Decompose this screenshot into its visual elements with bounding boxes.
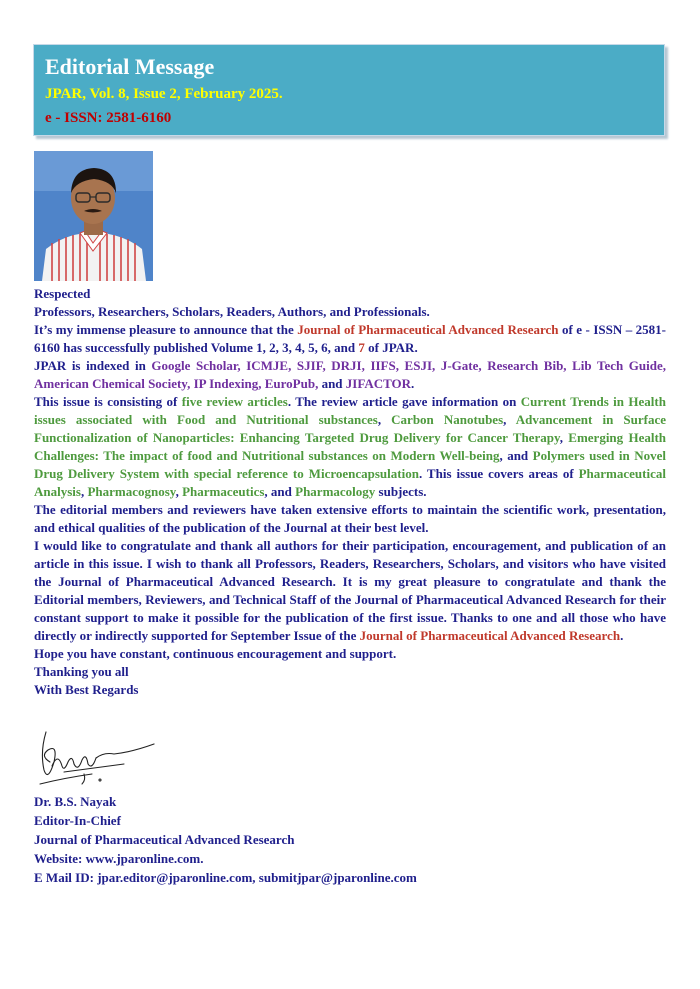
text-span: , — [175, 484, 183, 499]
email-contact: E Mail ID: jpar.editor@jparonline.com, submitjpar@jparonline.com — [34, 870, 417, 885]
issn-info: e - ISSN: 2581-6160 — [45, 110, 172, 126]
text-span: It’s my immense pleasure to announce that the — [34, 322, 298, 337]
paragraph-thanks — [34, 537, 666, 645]
journal-name: Journal of Pharmaceutical Advanced Research — [359, 628, 621, 643]
subject-area: Pharmaceutical Analysis — [34, 466, 666, 499]
editor-signature-block — [34, 792, 666, 887]
article-topic: Advancement in Surface Functionalization of Nanoparticles: Enhancing Targeted Drug Delivery for Cancer Therapy — [34, 412, 667, 445]
paragraph-announcement — [34, 321, 666, 357]
text-span: , and — [499, 448, 533, 463]
text-span: , — [503, 412, 516, 427]
subject-area: Pharmacology — [295, 484, 376, 499]
index-list-last: JIFACTOR — [345, 376, 412, 391]
editor-role: Editor-In-Chief — [34, 813, 121, 828]
text-span: . The review article gave information on — [287, 394, 521, 409]
editor-portrait-icon — [34, 151, 153, 281]
journal-title: Journal of Pharmaceutical Advanced Research — [34, 832, 295, 847]
header-banner — [33, 44, 665, 136]
paragraph-issue-contents — [34, 393, 666, 501]
text-span: I would like to congratulate and thank all authors for their participation, encouragement, and publication of an article in this issue. I wish to thank all Professors, Readers, Researchers, Scholars, and visitors who have visited the Journal of Pharmaceutical Advanced Research. It is my great pleasure to congratulate and thank the Editorial members, Reviewers, and Technical Staff of the Journal of Pharmaceutical Advanced Research for their constant support to make it possible for the publication of the first issue. Thanks to one and all those who have directly or indirectly supported for September Issue of the — [34, 538, 666, 643]
text-span: and — [318, 376, 346, 391]
text-span: , — [559, 430, 569, 445]
handwritten-signature-icon — [34, 722, 164, 792]
closing-regards: With Best Regards — [34, 682, 139, 697]
text-span: . This issue covers areas of — [418, 466, 579, 481]
message-body — [34, 285, 666, 699]
text-span: , — [80, 484, 88, 499]
volume-highlight: 7 — [358, 340, 365, 355]
closing-thanks: Thanking you all — [34, 664, 129, 679]
article-topic: Carbon Nanotubes — [391, 412, 504, 427]
subject-area: Pharmaceutics — [182, 484, 265, 499]
text-span: , — [377, 412, 392, 427]
page-title: Editorial Message — [45, 54, 215, 79]
website: Website: www.jparonline.com. — [34, 851, 204, 866]
text-span: subjects. — [375, 484, 427, 499]
journal-name: Journal of Pharmaceutical Advanced Research — [297, 322, 559, 337]
text-span: . — [620, 628, 624, 643]
article-count: five review articles — [181, 394, 288, 409]
editor-name: Dr. B.S. Nayak — [34, 794, 117, 809]
subject-area: Pharmacognosy — [87, 484, 176, 499]
closing-hope: Hope you have constant, continuous encouragement and support. — [34, 646, 397, 661]
article-topic: Emerging Health Challenges: The impact of food and Nutritional substances on Modern Well-being — [34, 430, 667, 463]
text-span: of e - ISSN – 2581-6160 has successfully published Volume 1, 2, 3, 4, 5, 6, and — [34, 322, 667, 355]
text-span: JPAR is indexed in — [34, 358, 152, 373]
text-span: of JPAR. — [364, 340, 418, 355]
paragraph-editorial-efforts: The editorial members and reviewers have taken extensive efforts to maintain the scientific work, presentation, and ethical qualities of the publication of the Journal at their best level. — [34, 502, 666, 535]
text-span: , and — [264, 484, 296, 499]
paragraph-indexing — [34, 357, 666, 393]
index-list: Google Scholar, ICMJE, SJIF, DRJI, IIFS, ESJI, J-Gate, Research Bib, Lib Tech Guide, American Chemical Society, IP Indexing, EuroPub, — [34, 358, 666, 391]
text-span: This issue is consisting of — [34, 394, 182, 409]
article-topic: Polymers used in Novel Drug Delivery System with special reference to Microencapsulation — [34, 448, 666, 481]
issue-info: JPAR, Vol. 8, Issue 2, February 2025. — [45, 86, 283, 102]
greeting-line: Respected — [34, 286, 91, 301]
greeting-audience: Professors, Researchers, Scholars, Readers, Authors, and Professionals. — [34, 304, 430, 319]
article-topic: Current Trends in Health issues associated with Food and Nutritional substances — [34, 394, 666, 427]
text-span: . — [411, 376, 415, 391]
